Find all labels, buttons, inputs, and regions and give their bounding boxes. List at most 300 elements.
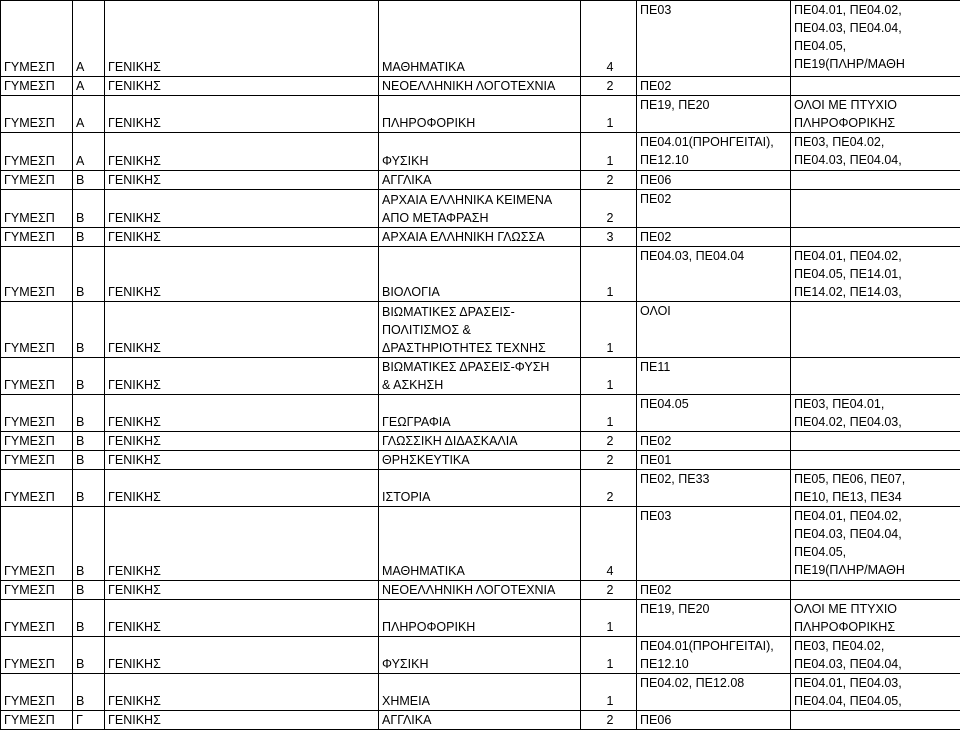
school-type-cell <box>1 507 73 581</box>
cell-text-line: ΠΕ11 <box>640 358 790 376</box>
section-cell <box>105 247 379 302</box>
class-cell <box>73 711 105 730</box>
cell-text-line: 1 <box>584 283 636 301</box>
cell-text-line: ΠΛΗΡΟΦΟΡΙΚΗ <box>382 618 580 636</box>
hours-cell <box>581 1 637 77</box>
subject-cell <box>379 77 581 96</box>
table-row <box>1 470 960 507</box>
class-cell <box>73 190 105 228</box>
school-type-cell <box>1 358 73 395</box>
secondary-specialty-cell <box>791 358 960 395</box>
cell-text-line: ΒΙΩΜΑΤΙΚΕΣ ΔΡΑΣΕΙΣ-ΦΥΣΗ <box>382 358 580 376</box>
school-type-cell <box>1 637 73 674</box>
cell-text-line: ΠΕ04.03, ΠΕ04.04, <box>794 525 960 543</box>
hours-cell <box>581 190 637 228</box>
section-cell <box>105 358 379 395</box>
school-type-cell <box>1 451 73 470</box>
cell-text-line: ΦΥΣΙΚΗ <box>382 152 580 170</box>
subject-cell <box>379 228 581 247</box>
cell-text-line: ΓΕΝΙΚΗΣ <box>108 562 378 580</box>
cell-text-line: ΠΕ02 <box>640 228 790 246</box>
cell-text-line: ΓΕΝΙΚΗΣ <box>108 283 378 301</box>
class-cell <box>73 451 105 470</box>
primary-specialty-cell <box>637 451 791 470</box>
table-row <box>1 674 960 711</box>
school-type-cell <box>1 581 73 600</box>
cell-text-line: ΘΡΗΣΚΕΥΤΙΚΑ <box>382 451 580 469</box>
subject-cell <box>379 133 581 171</box>
cell-text-line: ΓΕΝΙΚΗΣ <box>108 711 378 729</box>
cell-text-line: ΟΛΟΙ ΜΕ ΠΤΥΧΙΟ <box>794 600 960 618</box>
cell-text-line: ΠΕ06 <box>640 171 790 189</box>
table-row <box>1 711 960 730</box>
table-body <box>1 1 960 730</box>
cell-text-line: ΠΕ04.01, ΠΕ04.02, <box>794 1 960 19</box>
primary-specialty-cell <box>637 600 791 637</box>
primary-specialty-cell <box>637 637 791 674</box>
primary-specialty-cell <box>637 470 791 507</box>
cell-text-line: ΠΕ04.01, ΠΕ04.03, <box>794 674 960 692</box>
secondary-specialty-cell <box>791 395 960 432</box>
secondary-specialty-cell <box>791 302 960 358</box>
secondary-specialty-cell <box>791 470 960 507</box>
cell-text-line: ΠΕ19, ΠΕ20 <box>640 96 790 114</box>
cell-text-line: ΠΕ04.02, ΠΕ12.08 <box>640 674 790 692</box>
cell-text-line: ΓΕΝΙΚΗΣ <box>108 413 378 431</box>
section-cell <box>105 600 379 637</box>
section-cell <box>105 190 379 228</box>
primary-specialty-cell <box>637 96 791 133</box>
hours-cell <box>581 581 637 600</box>
cell-text-line: 2 <box>584 432 636 450</box>
school-type-cell <box>1 190 73 228</box>
subject-cell <box>379 637 581 674</box>
cell-text-line: 1 <box>584 152 636 170</box>
hours-cell <box>581 600 637 637</box>
class-cell <box>73 247 105 302</box>
section-cell <box>105 451 379 470</box>
class-cell <box>73 96 105 133</box>
secondary-specialty-cell <box>791 133 960 171</box>
primary-specialty-cell <box>637 1 791 77</box>
hours-cell <box>581 358 637 395</box>
cell-text-line: ΠΕ03, ΠΕ04.02, <box>794 133 960 151</box>
cell-text-line: ΠΟΛΙΤΙΣΜΟΣ & <box>382 321 580 339</box>
cell-text-line: ΓΕΝΙΚΗΣ <box>108 376 378 394</box>
cell-text-line: & ΑΣΚΗΣΗ <box>382 376 580 394</box>
secondary-specialty-cell <box>791 451 960 470</box>
hours-cell <box>581 711 637 730</box>
class-cell <box>73 302 105 358</box>
primary-specialty-cell <box>637 77 791 96</box>
cell-text-line: ΓΕΝΙΚΗΣ <box>108 77 378 95</box>
class-cell <box>73 470 105 507</box>
class-cell <box>73 507 105 581</box>
secondary-specialty-cell <box>791 1 960 77</box>
cell-text-line: ΠΕ02 <box>640 432 790 450</box>
hours-cell <box>581 133 637 171</box>
table-row <box>1 451 960 470</box>
cell-text-line: 2 <box>584 171 636 189</box>
cell-text-line: Β <box>76 209 104 227</box>
secondary-specialty-cell <box>791 581 960 600</box>
cell-text-line: Β <box>76 339 104 357</box>
class-cell <box>73 600 105 637</box>
cell-text-line: ΓΕΝΙΚΗΣ <box>108 152 378 170</box>
cell-text-line: 3 <box>584 228 636 246</box>
cell-text-line: ΦΥΣΙΚΗ <box>382 655 580 673</box>
cell-text-line: Β <box>76 171 104 189</box>
section-cell <box>105 711 379 730</box>
secondary-specialty-cell <box>791 600 960 637</box>
class-cell <box>73 133 105 171</box>
cell-text-line: ΓΥΜΕΣΠ <box>4 376 72 394</box>
secondary-specialty-cell <box>791 228 960 247</box>
cell-text-line: 1 <box>584 339 636 357</box>
cell-text-line: ΠΕ04.03, ΠΕ04.04 <box>640 247 790 265</box>
cell-text-line: ΠΕ04.01(ΠΡΟΗΓΕΙΤΑΙ), <box>640 133 790 151</box>
cell-text-line: ΓΥΜΕΣΠ <box>4 655 72 673</box>
cell-text-line: Α <box>76 77 104 95</box>
cell-text-line: ΠΕ02 <box>640 190 790 208</box>
subject-cell <box>379 395 581 432</box>
cell-text-line: ΑΓΓΛΙΚΑ <box>382 711 580 729</box>
hours-cell <box>581 451 637 470</box>
cell-text-line: ΓΥΜΕΣΠ <box>4 114 72 132</box>
school-type-cell <box>1 711 73 730</box>
cell-text-line: ΓΥΜΕΣΠ <box>4 451 72 469</box>
table-row <box>1 637 960 674</box>
section-cell <box>105 395 379 432</box>
table-row <box>1 395 960 432</box>
section-cell <box>105 507 379 581</box>
primary-specialty-cell <box>637 190 791 228</box>
cell-text-line: ΓΕΝΙΚΗΣ <box>108 488 378 506</box>
table-row <box>1 358 960 395</box>
cell-text-line: ΓΥΜΕΣΠ <box>4 432 72 450</box>
cell-text-line: ΒΙΟΛΟΓΙΑ <box>382 283 580 301</box>
primary-specialty-cell <box>637 507 791 581</box>
cell-text-line: ΓΥΜΕΣΠ <box>4 171 72 189</box>
cell-text-line: 4 <box>584 58 636 76</box>
cell-text-line: 1 <box>584 692 636 710</box>
cell-text-line: Β <box>76 655 104 673</box>
cell-text-line: ΓΕΝΙΚΗΣ <box>108 171 378 189</box>
school-type-cell <box>1 77 73 96</box>
cell-text-line: Α <box>76 152 104 170</box>
secondary-specialty-cell <box>791 171 960 190</box>
section-cell <box>105 171 379 190</box>
cell-text-line: ΓΥΜΕΣΠ <box>4 209 72 227</box>
cell-text-line: ΓΥΜΕΣΠ <box>4 77 72 95</box>
cell-text-line: ΠΕ03, ΠΕ04.02, <box>794 637 960 655</box>
cell-text-line: Β <box>76 413 104 431</box>
primary-specialty-cell <box>637 432 791 451</box>
cell-text-line: ΧΗΜΕΙΑ <box>382 692 580 710</box>
secondary-specialty-cell <box>791 674 960 711</box>
subject-cell <box>379 600 581 637</box>
primary-specialty-cell <box>637 133 791 171</box>
cell-text-line: 1 <box>584 114 636 132</box>
cell-text-line: ΒΙΩΜΑΤΙΚΕΣ ΔΡΑΣΕΙΣ- <box>382 303 580 321</box>
primary-specialty-cell <box>637 247 791 302</box>
cell-text-line: ΠΕ19, ΠΕ20 <box>640 600 790 618</box>
cell-text-line: ΓΥΜΕΣΠ <box>4 692 72 710</box>
cell-text-line: ΠΕ04.05, ΠΕ14.01, <box>794 265 960 283</box>
table-row <box>1 302 960 358</box>
subject-cell <box>379 507 581 581</box>
subject-cell <box>379 674 581 711</box>
cell-text-line: ΠΕ04.03, ΠΕ04.04, <box>794 19 960 37</box>
cell-text-line: ΠΕ02, ΠΕ33 <box>640 470 790 488</box>
cell-text-line: ΠΕ10, ΠΕ13, ΠΕ34 <box>794 488 960 506</box>
class-cell <box>73 637 105 674</box>
secondary-specialty-cell <box>791 247 960 302</box>
primary-specialty-cell <box>637 358 791 395</box>
hours-cell <box>581 228 637 247</box>
cell-text-line: ΑΓΓΛΙΚΑ <box>382 171 580 189</box>
table-row <box>1 581 960 600</box>
table-row <box>1 133 960 171</box>
table-row <box>1 600 960 637</box>
cell-text-line: ΟΛΟΙ ΜΕ ΠΤΥΧΙΟ <box>794 96 960 114</box>
cell-text-line: ΓΥΜΕΣΠ <box>4 488 72 506</box>
table-row <box>1 190 960 228</box>
cell-text-line: ΓΥΜΕΣΠ <box>4 58 72 76</box>
table-row <box>1 77 960 96</box>
cell-text-line: ΓΛΩΣΣΙΚΗ ΔΙΔΑΣΚΑΛΙΑ <box>382 432 580 450</box>
cell-text-line: ΑΠΟ ΜΕΤΑΦΡΑΣΗ <box>382 209 580 227</box>
cell-text-line: ΓΕΝΙΚΗΣ <box>108 618 378 636</box>
hours-cell <box>581 432 637 451</box>
cell-text-line: ΠΕ04.01, ΠΕ04.02, <box>794 507 960 525</box>
cell-text-line: ΠΕ19(ΠΛΗΡ/ΜΑΘΗ <box>794 55 960 73</box>
cell-text-line: Α <box>76 114 104 132</box>
school-type-cell <box>1 171 73 190</box>
school-type-cell <box>1 228 73 247</box>
section-cell <box>105 581 379 600</box>
cell-text-line: ΠΕ04.03, ΠΕ04.04, <box>794 655 960 673</box>
section-cell <box>105 470 379 507</box>
table-row <box>1 507 960 581</box>
class-cell <box>73 77 105 96</box>
subject-cell <box>379 470 581 507</box>
hours-cell <box>581 674 637 711</box>
subject-cell <box>379 581 581 600</box>
secondary-specialty-cell <box>791 77 960 96</box>
cell-text-line: ΠΕ03 <box>640 1 790 19</box>
primary-specialty-cell <box>637 581 791 600</box>
cell-text-line: Β <box>76 283 104 301</box>
cell-text-line: ΠΕ04.05, <box>794 37 960 55</box>
cell-text-line: Β <box>76 488 104 506</box>
subject-cell <box>379 302 581 358</box>
class-cell <box>73 432 105 451</box>
cell-text-line: ΓΕΝΙΚΗΣ <box>108 581 378 599</box>
subject-cell <box>379 190 581 228</box>
primary-specialty-cell <box>637 674 791 711</box>
cell-text-line: ΝΕΟΕΛΛΗΝΙΚΗ ΛΟΓΟΤΕΧΝΙΑ <box>382 581 580 599</box>
cell-text-line: ΠΕ04.01, ΠΕ04.02, <box>794 247 960 265</box>
cell-text-line: ΓΕΝΙΚΗΣ <box>108 692 378 710</box>
table-row <box>1 96 960 133</box>
class-cell <box>73 358 105 395</box>
cell-text-line: 4 <box>584 562 636 580</box>
cell-text-line: Β <box>76 432 104 450</box>
cell-text-line: Β <box>76 581 104 599</box>
hours-cell <box>581 171 637 190</box>
cell-text-line: Β <box>76 228 104 246</box>
section-cell <box>105 228 379 247</box>
cell-text-line: ΠΕ14.02, ΠΕ14.03, <box>794 283 960 301</box>
cell-text-line: Β <box>76 692 104 710</box>
cell-text-line: ΑΡΧΑΙΑ ΕΛΛΗΝΙΚΑ ΚΕΙΜΕΝΑ <box>382 191 580 209</box>
section-cell <box>105 637 379 674</box>
cell-text-line: ΓΥΜΕΣΠ <box>4 152 72 170</box>
section-cell <box>105 432 379 451</box>
cell-text-line: ΠΛΗΡΟΦΟΡΙΚΗ <box>382 114 580 132</box>
cell-text-line: 1 <box>584 376 636 394</box>
cell-text-line: ΠΕ06 <box>640 711 790 729</box>
school-type-cell <box>1 432 73 451</box>
cell-text-line: 2 <box>584 581 636 599</box>
subject-cell <box>379 96 581 133</box>
cell-text-line: 2 <box>584 451 636 469</box>
class-cell <box>73 1 105 77</box>
cell-text-line: Β <box>76 618 104 636</box>
cell-text-line: ΠΕ02 <box>640 581 790 599</box>
school-type-cell <box>1 247 73 302</box>
cell-text-line: ΔΡΑΣΤΗΡΙΟΤΗΤΕΣ ΤΕΧΝΗΣ <box>382 339 580 357</box>
cell-text-line: 2 <box>584 711 636 729</box>
school-type-cell <box>1 395 73 432</box>
cell-text-line: ΓΕΝΙΚΗΣ <box>108 228 378 246</box>
table-row <box>1 228 960 247</box>
secondary-specialty-cell <box>791 507 960 581</box>
school-type-cell <box>1 674 73 711</box>
cell-text-line: ΠΕ01 <box>640 451 790 469</box>
cell-text-line: 1 <box>584 618 636 636</box>
cell-text-line: ΠΕ04.05 <box>640 395 790 413</box>
cell-text-line: 2 <box>584 488 636 506</box>
cell-text-line: ΓΥΜΕΣΠ <box>4 228 72 246</box>
subject-cell <box>379 1 581 77</box>
subject-cell <box>379 711 581 730</box>
class-cell <box>73 395 105 432</box>
subject-cell <box>379 451 581 470</box>
cell-text-line: ΓΥΜΕΣΠ <box>4 581 72 599</box>
cell-text-line: ΝΕΟΕΛΛΗΝΙΚΗ ΛΟΓΟΤΕΧΝΙΑ <box>382 77 580 95</box>
hours-cell <box>581 470 637 507</box>
class-cell <box>73 581 105 600</box>
cell-text-line: ΓΥΜΕΣΠ <box>4 339 72 357</box>
cell-text-line: ΠΛΗΡΟΦΟΡΙΚΗΣ <box>794 618 960 636</box>
school-type-cell <box>1 133 73 171</box>
primary-specialty-cell <box>637 395 791 432</box>
cell-text-line: ΠΕ03 <box>640 507 790 525</box>
table-row <box>1 1 960 77</box>
cell-text-line: ΠΕ02 <box>640 77 790 95</box>
cell-text-line: ΠΕ04.04, ΠΕ04.05, <box>794 692 960 710</box>
cell-text-line: Β <box>76 451 104 469</box>
cell-text-line: ΓΕΝΙΚΗΣ <box>108 114 378 132</box>
cell-text-line: 2 <box>584 77 636 95</box>
cell-text-line: ΠΕ04.01(ΠΡΟΗΓΕΙΤΑΙ), <box>640 637 790 655</box>
school-type-cell <box>1 1 73 77</box>
class-cell <box>73 171 105 190</box>
subject-cell <box>379 171 581 190</box>
class-cell <box>73 228 105 247</box>
cell-text-line: ΑΡΧΑΙΑ ΕΛΛΗΝΙΚΗ ΓΛΩΣΣΑ <box>382 228 580 246</box>
cell-text-line: 1 <box>584 413 636 431</box>
cell-text-line: ΠΕ12.10 <box>640 655 790 673</box>
section-cell <box>105 302 379 358</box>
cell-text-line: ΓΕΝΙΚΗΣ <box>108 209 378 227</box>
cell-text-line: ΠΕ03, ΠΕ04.01, <box>794 395 960 413</box>
school-type-cell <box>1 302 73 358</box>
cell-text-line: ΓΕΝΙΚΗΣ <box>108 339 378 357</box>
cell-text-line: Β <box>76 376 104 394</box>
cell-text-line: 2 <box>584 209 636 227</box>
cell-text-line: 1 <box>584 655 636 673</box>
class-cell <box>73 674 105 711</box>
cell-text-line: ΓΕΝΙΚΗΣ <box>108 451 378 469</box>
primary-specialty-cell <box>637 302 791 358</box>
cell-text-line: ΠΕ04.03, ΠΕ04.04, <box>794 151 960 169</box>
subject-cell <box>379 247 581 302</box>
cell-text-line: ΠΕ04.05, <box>794 543 960 561</box>
cell-text-line: ΓΥΜΕΣΠ <box>4 618 72 636</box>
school-type-cell <box>1 96 73 133</box>
primary-specialty-cell <box>637 171 791 190</box>
section-cell <box>105 674 379 711</box>
cell-text-line: Β <box>76 562 104 580</box>
cell-text-line: ΜΑΘΗΜΑΤΙΚΑ <box>382 562 580 580</box>
primary-specialty-cell <box>637 711 791 730</box>
hours-cell <box>581 247 637 302</box>
cell-text-line: ΠΕ04.02, ΠΕ04.03, <box>794 413 960 431</box>
section-cell <box>105 133 379 171</box>
section-cell <box>105 1 379 77</box>
hours-cell <box>581 507 637 581</box>
cell-text-line: Γ <box>76 711 104 729</box>
school-type-cell <box>1 470 73 507</box>
cell-text-line: ΠΕ05, ΠΕ06, ΠΕ07, <box>794 470 960 488</box>
primary-specialty-cell <box>637 228 791 247</box>
table-row <box>1 171 960 190</box>
hours-cell <box>581 96 637 133</box>
cell-text-line: ΜΑΘΗΜΑΤΙΚΑ <box>382 58 580 76</box>
cell-text-line: ΓΕΝΙΚΗΣ <box>108 655 378 673</box>
subject-cell <box>379 432 581 451</box>
cell-text-line: ΠΛΗΡΟΦΟΡΙΚΗΣ <box>794 114 960 132</box>
hours-cell <box>581 77 637 96</box>
cell-text-line: ΙΣΤΟΡΙΑ <box>382 488 580 506</box>
cell-text-line: ΓΥΜΕΣΠ <box>4 562 72 580</box>
secondary-specialty-cell <box>791 637 960 674</box>
table-row <box>1 247 960 302</box>
cell-text-line: ΓΕΝΙΚΗΣ <box>108 432 378 450</box>
cell-text-line: ΓΥΜΕΣΠ <box>4 711 72 729</box>
cell-text-line: ΓΥΜΕΣΠ <box>4 413 72 431</box>
hours-cell <box>581 302 637 358</box>
secondary-specialty-cell <box>791 96 960 133</box>
hours-cell <box>581 395 637 432</box>
cell-text-line: Α <box>76 58 104 76</box>
cell-text-line: ΠΕ19(ΠΛΗΡ/ΜΑΘΗ <box>794 561 960 579</box>
secondary-specialty-cell <box>791 190 960 228</box>
subject-cell <box>379 358 581 395</box>
